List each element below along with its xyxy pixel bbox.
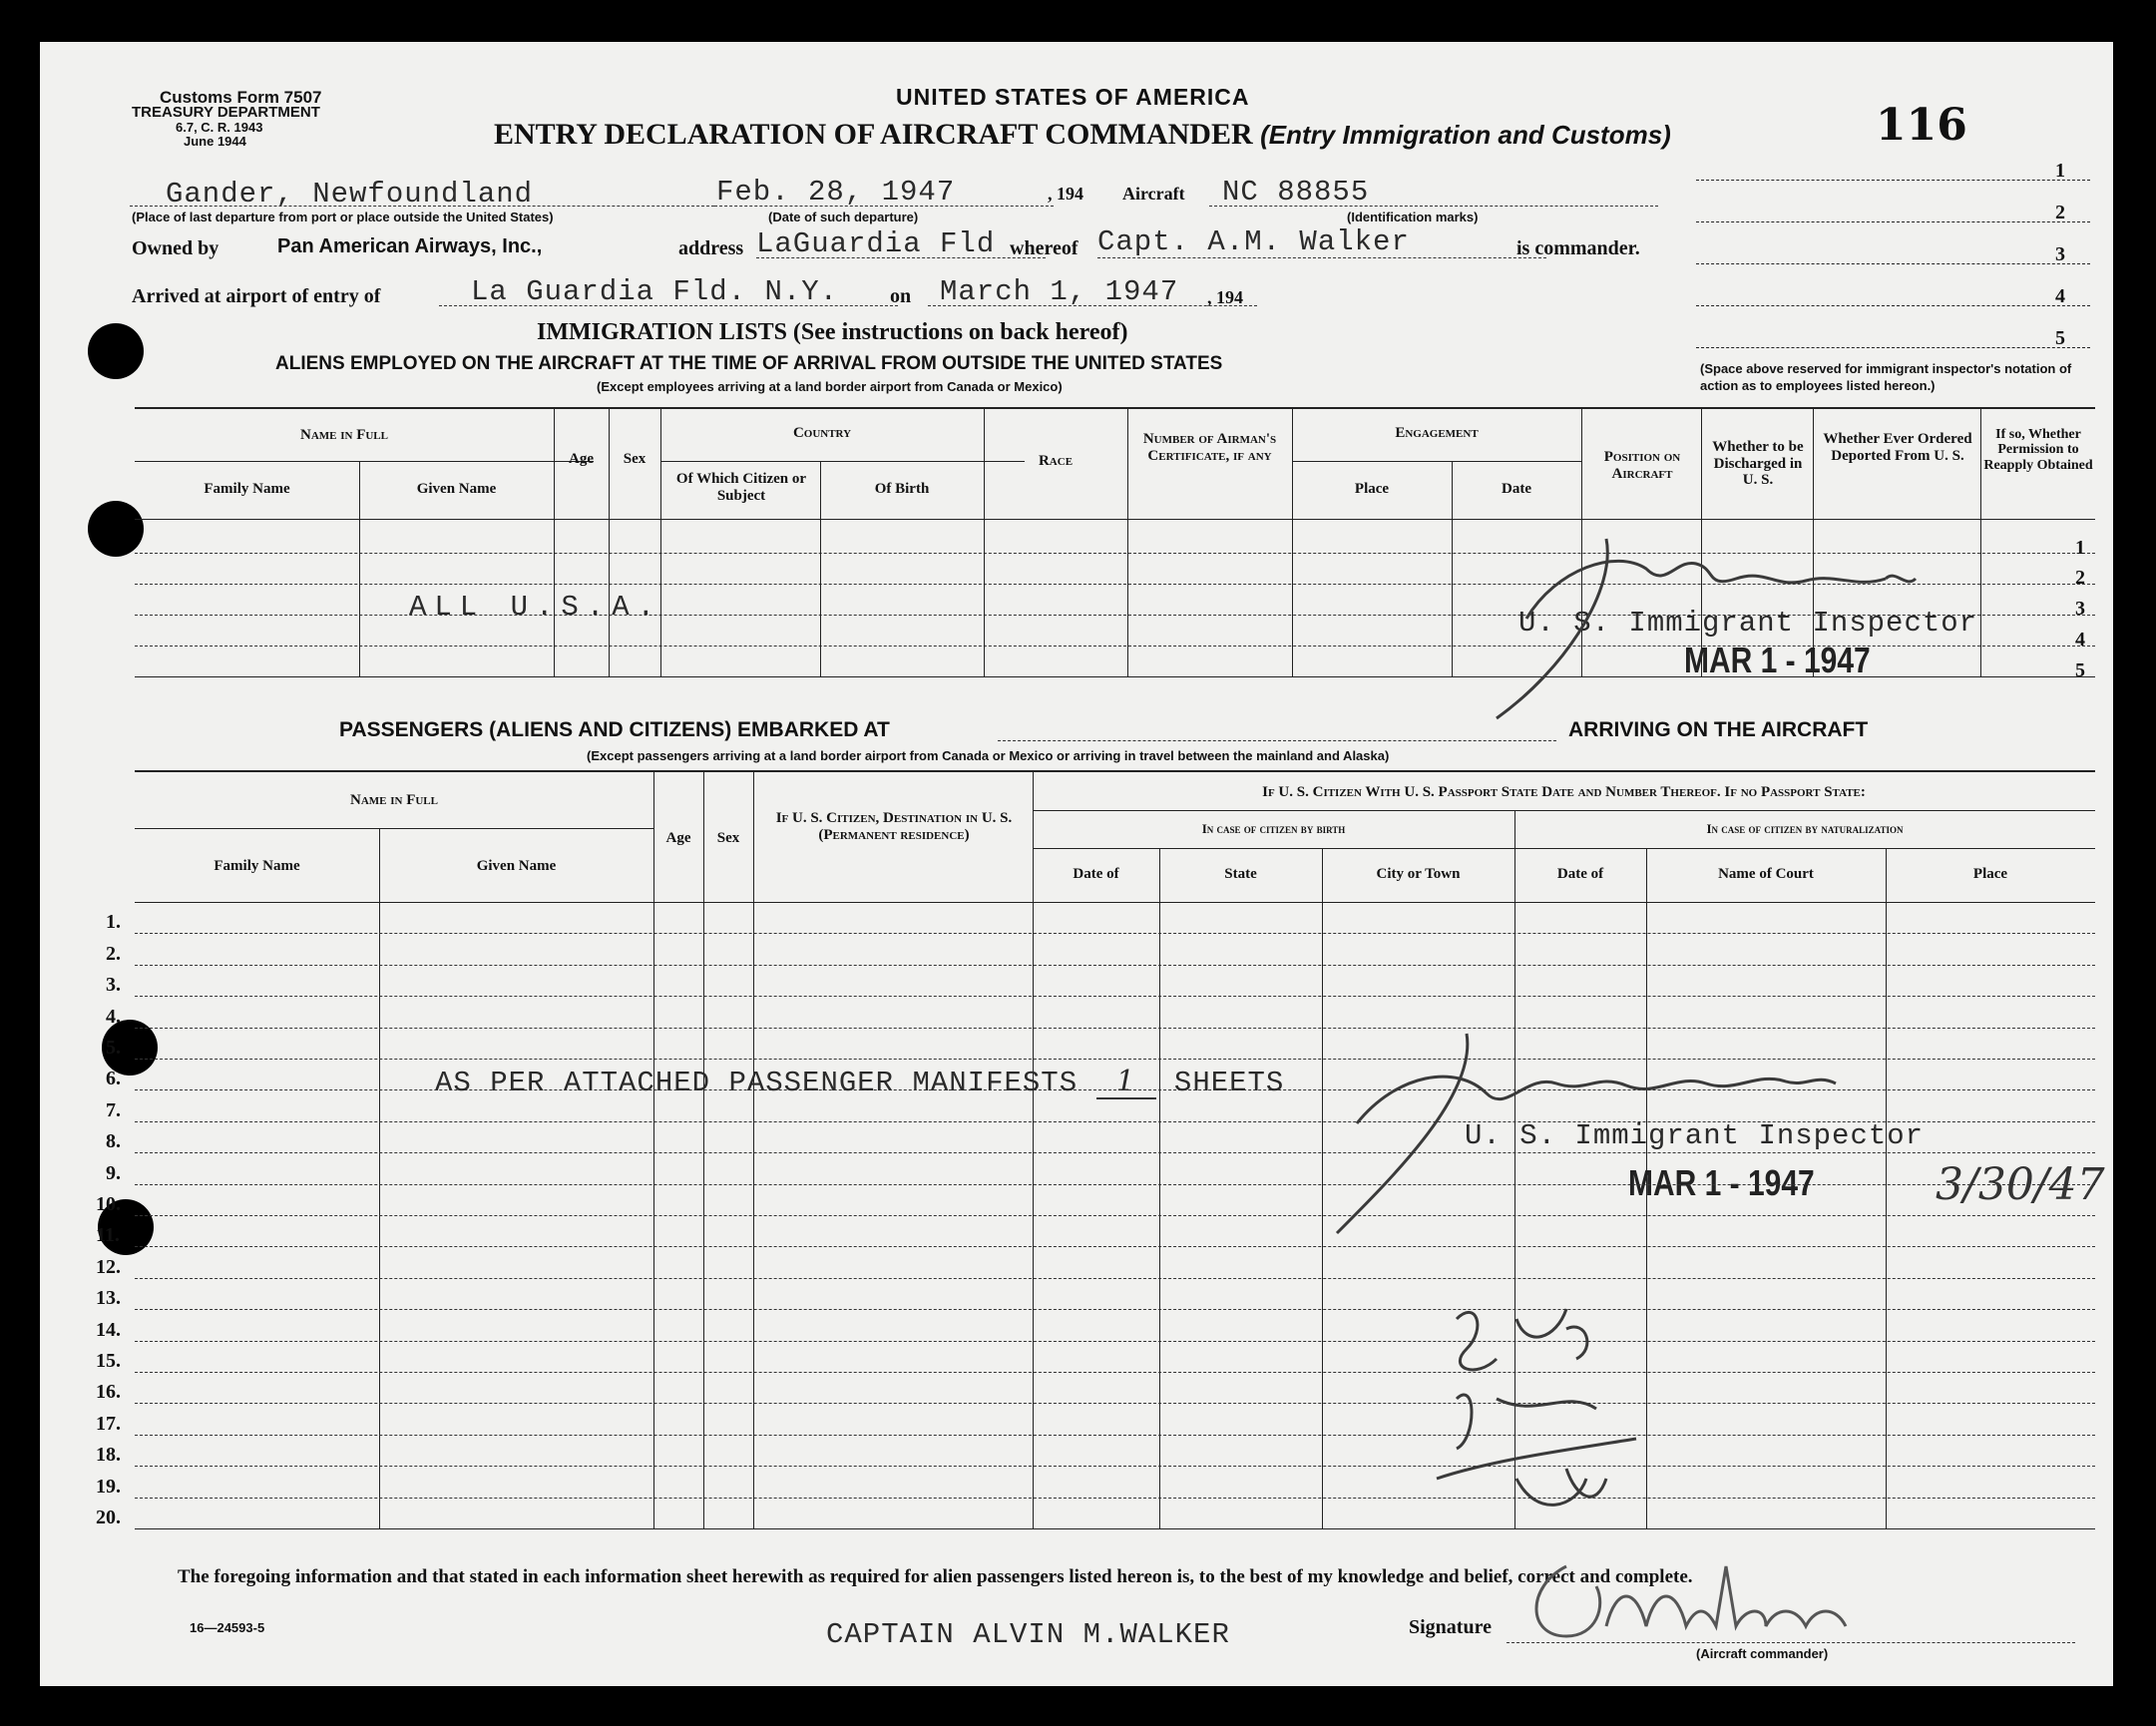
whereof-label: whereof <box>1010 237 1078 259</box>
reserved-line-number: 5 <box>2055 327 2065 349</box>
col-discharged: Whether to be Discharged in U. S. <box>1712 439 1804 488</box>
pax-row-line <box>135 1309 2095 1310</box>
title-main: ENTRY DECLARATION OF AIRCRAFT COMMANDER <box>494 118 1253 151</box>
pax-row-line <box>135 965 2095 966</box>
row-number: 4 <box>2075 629 2085 650</box>
manifest-suffix: SHEETS <box>1173 1067 1285 1099</box>
captain-name: CAPTAIN ALVIN M.WALKER <box>826 1618 1230 1651</box>
pax-col-by-birth: In case of citizen by birth <box>1201 821 1346 836</box>
pax-col-city: City or Town <box>1376 866 1461 882</box>
crew-inspector-signature <box>1417 509 1978 728</box>
pax-row-number: 9. <box>106 1162 121 1184</box>
pax-row-line <box>135 1184 2095 1185</box>
pax-row-number: 1. <box>106 911 121 933</box>
pax-date-stamp: MAR 1 - 1947 <box>1628 1163 1815 1204</box>
handwritten-date: 3/30/47 <box>1936 1159 2105 1210</box>
row-number: 3 <box>2075 598 2085 620</box>
commander-signature <box>1507 1526 1906 1666</box>
col-sex: Sex <box>623 451 647 467</box>
immigration-note: (Except employees arriving at a land border airport from Canada or Mexico) <box>597 379 1063 394</box>
pax-inspector-signature <box>1297 1004 1936 1243</box>
pax-row-line <box>135 1435 2095 1436</box>
pax-row-line <box>135 1278 2095 1279</box>
form-number: Customs Form 7507 <box>160 88 322 107</box>
cfr-reference: 6.7, C. R. 1943 <box>176 120 263 135</box>
passengers-heading-left: PASSENGERS (ALIENS AND CITIZENS) EMBARKED AT <box>339 718 890 741</box>
pax-row-number: 16. <box>96 1381 121 1403</box>
punch-hole <box>88 323 144 379</box>
pax-row-number: 2. <box>106 943 121 965</box>
manifest-count: 1 <box>1096 1064 1156 1099</box>
certification-text: The foregoing information and that stated in each information sheet herewith as required for alien passengers listed hereon is, to the best of my knowledge and belief, correct and complete. <box>178 1566 1693 1587</box>
row-number: 5 <box>2075 659 2085 681</box>
signature-label: Signature <box>1409 1616 1492 1638</box>
passengers-note: (Except passengers arriving at a land border airport from Canada or Mexico or arriving in travel between the mainland and Alaska) <box>587 748 1390 763</box>
print-code: 16—24593-5 <box>190 1620 265 1635</box>
pax-row-line <box>135 1528 2095 1529</box>
departure-date: Feb. 28, 1947 <box>716 176 956 209</box>
passengers-heading-right: ARRIVING ON THE AIRCRAFT <box>1568 718 1869 741</box>
pax-row-number: 8. <box>106 1130 121 1152</box>
col-family-name: Family Name <box>204 481 290 497</box>
pax-row-line <box>135 1215 2095 1216</box>
arrival-date: March 1, 1947 <box>940 275 1179 308</box>
col-race: Race <box>1038 453 1074 469</box>
sheet-number: 116 <box>1876 100 1967 151</box>
passengers-heading <box>339 718 890 742</box>
pax-row-line <box>135 1059 2095 1060</box>
year-suffix: , 194 <box>1048 184 1083 204</box>
pax-row-number: 12. <box>96 1256 121 1278</box>
title-paren: (Entry Immigration and Customs) <box>1260 120 1671 150</box>
pax-row-number: 18. <box>96 1444 121 1466</box>
pax-row-line <box>135 1121 2095 1122</box>
pax-col-passport: If U. S. Citizen With U. S. Passport State Date and Number Thereof. If no Passport State: <box>1262 784 1866 800</box>
pax-row-number: 17. <box>96 1413 121 1435</box>
pax-row-line <box>135 933 2095 934</box>
arrival-year-suffix: , 194 <box>1207 287 1243 307</box>
pax-row-number: 20. <box>96 1507 121 1528</box>
pax-row-number: 4. <box>106 1006 121 1028</box>
arrival-airport: La Guardia Fld. N.Y. <box>471 275 839 308</box>
manifest-text: AS PER ATTACHED PASSENGER MANIFESTS <box>435 1067 1078 1099</box>
pax-col-age: Age <box>665 830 691 846</box>
pax-row-line <box>135 996 2095 997</box>
form-date: June 1944 <box>184 134 246 149</box>
row-number: 2 <box>2075 567 2085 589</box>
col-citizen-of: Of Which Citizen or Subject <box>675 471 807 504</box>
department: TREASURY DEPARTMENT <box>132 104 320 121</box>
pax-row-line <box>135 1372 2095 1373</box>
pax-col-date-of: Date of <box>1073 866 1119 882</box>
col-name-in-full: Name in Full <box>299 427 388 443</box>
pax-row-line <box>135 1089 2095 1090</box>
pax-row-number: 7. <box>106 1099 121 1121</box>
commander-name: Capt. A.M. Walker <box>1097 225 1410 258</box>
aliens-entry: ALL U.S.A. <box>409 591 663 624</box>
pax-col-name-in-full: Name in Full <box>349 792 438 808</box>
pax-row-number: 11. <box>96 1224 120 1246</box>
pax-col-by-naturalization: In case of citizen by naturalization <box>1706 821 1904 836</box>
pax-row-line <box>135 1403 2095 1404</box>
pax-row-line <box>135 1246 2095 1247</box>
pax-col-court: Name of Court <box>1718 866 1814 882</box>
pax-row-line <box>135 1152 2095 1153</box>
pax-row-number: 6. <box>106 1068 121 1089</box>
col-permission: If so, Whether Permission to Reapply Obtained <box>1983 427 2093 473</box>
col-engagement-place: Place <box>1354 481 1390 497</box>
pax-col-sex: Sex <box>716 830 740 846</box>
pax-row-line <box>135 1028 2095 1029</box>
pax-row-number: 5. <box>106 1037 121 1059</box>
pax-col-family-name: Family Name <box>214 858 300 874</box>
col-of-birth: Of Birth <box>874 481 930 497</box>
departure-place-label: (Place of last departure from port or place outside the United States) <box>132 210 554 224</box>
col-country: Country <box>792 425 852 441</box>
pax-row-number: 3. <box>106 974 121 996</box>
col-age: Age <box>569 451 594 467</box>
reserved-note: (Space above reserved for immigrant inspector's notation of action as to employees listed hereon.) <box>1700 361 2072 393</box>
pax-col-given-name: Given Name <box>476 858 557 874</box>
pax-row-line <box>135 1341 2095 1342</box>
address-label: address <box>678 237 744 259</box>
col-position: Position on Aircraft <box>1603 449 1681 482</box>
arrival-on-label: on <box>890 285 912 307</box>
col-engagement: Engagement <box>1395 425 1479 441</box>
pax-row-number: 14. <box>96 1319 121 1341</box>
pax-row-number: 19. <box>96 1476 121 1498</box>
page-title <box>494 118 1671 152</box>
pax-col-destination: If U. S. Citizen, Destination in U. S. (Permanent residence) <box>775 810 1013 843</box>
arrival-label: Arrived at airport of entry of <box>132 285 381 307</box>
owner-address: LaGuardia Fld <box>756 227 996 260</box>
pax-row-line <box>135 1498 2095 1499</box>
form-sheet <box>40 42 2113 1686</box>
pax-row-number: 15. <box>96 1350 121 1372</box>
col-deported: Whether Ever Ordered Deported From U. S. <box>1823 431 1972 464</box>
departure-date-label: (Date of such departure) <box>768 210 919 224</box>
signature-caption: (Aircraft commander) <box>1696 1646 1829 1661</box>
pax-col-state: State <box>1224 866 1257 882</box>
aircraft-id: NC 88855 <box>1222 176 1370 209</box>
immigration-heading: IMMIGRATION LISTS (See instructions on back hereof) <box>537 319 1128 345</box>
reserved-line-number: 2 <box>2055 202 2065 223</box>
reserved-line-number: 1 <box>2055 160 2065 182</box>
commander-suffix: is commander. <box>1516 237 1640 259</box>
immigration-subheading: ALIENS EMPLOYED ON THE AIRCRAFT AT THE TIME OF ARRIVAL FROM OUTSIDE THE UNITED STATES <box>275 353 1223 374</box>
pax-col-place: Place <box>1972 866 2008 882</box>
pax-row-number: 13. <box>96 1287 121 1309</box>
pax-col-nat-date-of: Date of <box>1556 866 1604 882</box>
reserved-line-number: 3 <box>2055 243 2065 265</box>
aircraft-label: Aircraft <box>1122 184 1185 204</box>
col-airman-cert: Number of Airman's Certificate, if any <box>1142 431 1277 464</box>
pax-row-line <box>135 1466 2095 1467</box>
col-engagement-date: Date <box>1502 481 1531 497</box>
col-given-name: Given Name <box>416 481 497 497</box>
country-heading: UNITED STATES OF AMERICA <box>896 84 1250 110</box>
reserved-line-number: 4 <box>2055 285 2065 307</box>
departure-place: Gander, Newfoundland <box>166 178 534 211</box>
handwritten-initials <box>1417 1279 1656 1538</box>
crew-inspector-title: U. S. Immigrant Inspector <box>1518 607 1978 640</box>
pax-row-number: 10. <box>96 1193 121 1215</box>
owner-name: Pan American Airways, Inc., <box>277 235 543 257</box>
punch-hole <box>88 501 144 557</box>
manifest-note <box>435 1064 1284 1099</box>
row-number: 1 <box>2075 537 2085 559</box>
crew-date-stamp: MAR 1 - 1947 <box>1684 641 1871 681</box>
owned-by-label: Owned by <box>132 237 219 259</box>
aircraft-id-label: (Identification marks) <box>1347 210 1479 224</box>
pax-inspector-title: U. S. Immigrant Inspector <box>1465 1119 1925 1152</box>
